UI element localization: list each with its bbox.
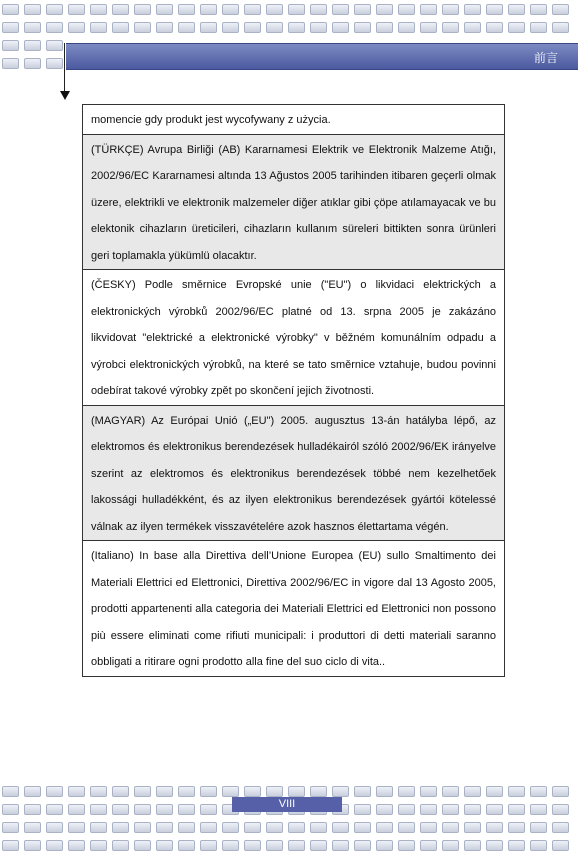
decorative-tile bbox=[376, 786, 393, 797]
decorative-tile bbox=[442, 786, 459, 797]
decorative-tile bbox=[552, 786, 569, 797]
decorative-tile bbox=[46, 840, 63, 851]
decorative-tile bbox=[90, 786, 107, 797]
table-row: (ČESKY) Podle směrnice Evropské unie ("EU") o likvidaci elektrických a elektronických výrobků 2002/96/EC platné od 13. srpna 2005 je zakázáno likvidovat "elektrické a elektronické výrobky" v běžném komunálním odpadu a výrobci elektronických výrobků, na které se tato směrnice vztahuje, budou povinni odebírat takové výrobky zpět po skončení jejich životnosti. bbox=[83, 269, 504, 405]
decorative-tile bbox=[68, 840, 85, 851]
decorative-tile bbox=[134, 840, 151, 851]
decorative-tile bbox=[288, 786, 305, 797]
decorative-tile bbox=[134, 22, 151, 33]
decorative-tile bbox=[420, 822, 437, 833]
decorative-tile bbox=[398, 786, 415, 797]
decorative-tile bbox=[310, 22, 327, 33]
decorative-tile bbox=[112, 804, 129, 815]
decorative-tile bbox=[530, 786, 547, 797]
decorative-tile bbox=[24, 40, 41, 51]
decorative-tile bbox=[156, 822, 173, 833]
decorative-tile bbox=[112, 4, 129, 15]
decorative-tile bbox=[398, 840, 415, 851]
decorative-tile bbox=[24, 822, 41, 833]
decorative-tile bbox=[398, 804, 415, 815]
decorative-tile bbox=[442, 22, 459, 33]
header-bar bbox=[66, 43, 578, 70]
decorative-tile bbox=[464, 22, 481, 33]
decorative-tile bbox=[552, 840, 569, 851]
decorative-tile bbox=[2, 58, 19, 69]
decorative-tile bbox=[134, 822, 151, 833]
decorative-tile bbox=[442, 840, 459, 851]
decorative-tile bbox=[552, 822, 569, 833]
table-row: (MAGYAR) Az Európai Unió („EU") 2005. augusztus 13-án hatályba lépő, az elektromos és elektronikus berendezések hulladékairól szóló 2002/96/EK irányelve szerint az elektromos és elektronikus berendezések többé nem kezelhetőek lakossági hulladékként, és az ilyen elektronikus berendezések gyártói kötelessé válnak az ilyen termékek visszavételére azok hasznos élettartama végén. bbox=[83, 405, 504, 541]
decorative-tile bbox=[376, 822, 393, 833]
decorative-tile bbox=[420, 22, 437, 33]
decorative-tile bbox=[156, 804, 173, 815]
decorative-tile bbox=[508, 22, 525, 33]
decorative-tile bbox=[244, 4, 261, 15]
decorative-tile bbox=[508, 804, 525, 815]
decorative-tile bbox=[156, 786, 173, 797]
decorative-tile bbox=[178, 4, 195, 15]
decorative-tile bbox=[354, 4, 371, 15]
decorative-tile bbox=[222, 4, 239, 15]
decorative-tile bbox=[200, 822, 217, 833]
decorative-tile bbox=[68, 804, 85, 815]
decorative-tile bbox=[200, 22, 217, 33]
decorative-tile bbox=[134, 804, 151, 815]
decorative-tile bbox=[398, 4, 415, 15]
decorative-tile bbox=[24, 786, 41, 797]
decorative-tile bbox=[442, 4, 459, 15]
page-number: VIII bbox=[232, 797, 342, 812]
decorative-tile bbox=[332, 822, 349, 833]
decorative-tile bbox=[552, 804, 569, 815]
decorative-tile bbox=[134, 4, 151, 15]
decorative-tile bbox=[178, 804, 195, 815]
decorative-tile bbox=[2, 786, 19, 797]
decorative-tile bbox=[486, 804, 503, 815]
decorative-tile bbox=[354, 22, 371, 33]
decorative-tile bbox=[112, 22, 129, 33]
decorative-tile bbox=[376, 22, 393, 33]
decorative-tile bbox=[530, 804, 547, 815]
decorative-tile bbox=[244, 822, 261, 833]
decorative-tile bbox=[46, 4, 63, 15]
decorative-tile bbox=[420, 4, 437, 15]
decorative-tile bbox=[310, 840, 327, 851]
decorative-tile bbox=[68, 786, 85, 797]
decorative-tile bbox=[178, 786, 195, 797]
decorative-tile bbox=[46, 40, 63, 51]
decorative-tile bbox=[156, 4, 173, 15]
decorative-tile bbox=[244, 840, 261, 851]
decorative-tile bbox=[464, 4, 481, 15]
decorative-tile bbox=[46, 804, 63, 815]
decorative-tile bbox=[46, 22, 63, 33]
decorative-tile bbox=[200, 786, 217, 797]
decorative-tile bbox=[178, 22, 195, 33]
decorative-tile bbox=[420, 804, 437, 815]
table-row: momencie gdy produkt jest wycofywany z użycia. bbox=[91, 114, 331, 126]
decorative-tile bbox=[376, 804, 393, 815]
disclaimer-table bbox=[82, 104, 505, 677]
decorative-tile bbox=[90, 4, 107, 15]
decorative-tile bbox=[46, 786, 63, 797]
decorative-tile bbox=[2, 822, 19, 833]
decorative-tile bbox=[376, 840, 393, 851]
decorative-tile bbox=[288, 840, 305, 851]
decorative-tile bbox=[112, 840, 129, 851]
guide-line bbox=[64, 43, 65, 93]
decorative-tile bbox=[200, 840, 217, 851]
decorative-tile bbox=[2, 840, 19, 851]
decorative-tile bbox=[134, 786, 151, 797]
decorative-tile bbox=[354, 822, 371, 833]
decorative-tile bbox=[442, 822, 459, 833]
decorative-tile bbox=[508, 840, 525, 851]
decorative-tile bbox=[244, 786, 261, 797]
decorative-tile bbox=[332, 22, 349, 33]
decorative-tile bbox=[486, 822, 503, 833]
decorative-tile bbox=[222, 822, 239, 833]
decorative-tile bbox=[332, 4, 349, 15]
decorative-tile bbox=[112, 822, 129, 833]
decorative-tile bbox=[90, 822, 107, 833]
decorative-tile bbox=[266, 4, 283, 15]
decorative-tile bbox=[2, 22, 19, 33]
decorative-tile bbox=[90, 22, 107, 33]
decorative-tile bbox=[354, 804, 371, 815]
decorative-tile bbox=[112, 786, 129, 797]
decorative-tile bbox=[90, 804, 107, 815]
decorative-tile bbox=[464, 840, 481, 851]
decorative-tile bbox=[222, 22, 239, 33]
decorative-tile bbox=[508, 786, 525, 797]
decorative-tile bbox=[24, 4, 41, 15]
decorative-tile bbox=[398, 22, 415, 33]
table-row: (TÜRKÇE) Avrupa Birliği (AB) Kararnamesi Elektrik ve Elektronik Malzeme Atığı, 2002/96/EC Kararnamesi altında 13 Ağustos 2005 tarihinden itibaren geçerli olmak üzere, elektrikli ve elektronik malzemeler diğer atıklar gibi çöpe atılamayacak ve bu elektonik cihazların üreticileri, cihazların kullanım süreleri bittikten sonra ürünleri geri toplamakla yükümlü olacaktır. bbox=[83, 134, 504, 270]
decorative-tile bbox=[68, 822, 85, 833]
decorative-tile bbox=[222, 786, 239, 797]
decorative-tile bbox=[178, 840, 195, 851]
page-title: 前言 bbox=[533, 51, 558, 65]
decorative-tile bbox=[90, 840, 107, 851]
footer-tile-pattern bbox=[2, 786, 569, 851]
table-row: (Italiano) In base alla Direttiva dell’Unione Europea (EU) sullo Smaltimento dei Materiali Elettrici ed Elettronici, Direttiva 2002/96/EC in vigore dal 13 Agosto 2005, prodotti appartenenti alla categoria dei Materiali Elettrici ed Elettronici non possono più essere eliminati come rifiuti municipali: i produttori di detti materiali saranno obbligati a ritirare ogni prodotto alla fine del suo ciclo di vita.. bbox=[83, 540, 504, 676]
decorative-tile bbox=[310, 4, 327, 15]
decorative-tile bbox=[68, 4, 85, 15]
decorative-tile bbox=[398, 822, 415, 833]
decorative-tile bbox=[464, 822, 481, 833]
decorative-tile bbox=[288, 22, 305, 33]
decorative-tile bbox=[2, 40, 19, 51]
decorative-tile bbox=[266, 822, 283, 833]
decorative-tile bbox=[266, 22, 283, 33]
decorative-tile bbox=[266, 786, 283, 797]
decorative-tile bbox=[24, 840, 41, 851]
decorative-tile bbox=[68, 22, 85, 33]
decorative-tile bbox=[24, 22, 41, 33]
decorative-tile bbox=[486, 22, 503, 33]
arrow-down-icon bbox=[60, 91, 70, 100]
decorative-tile bbox=[288, 4, 305, 15]
decorative-tile bbox=[2, 4, 19, 15]
decorative-tile bbox=[508, 4, 525, 15]
decorative-tile bbox=[156, 840, 173, 851]
decorative-tile bbox=[552, 4, 569, 15]
decorative-tile bbox=[486, 4, 503, 15]
decorative-tile bbox=[266, 840, 283, 851]
decorative-tile bbox=[178, 822, 195, 833]
decorative-tile bbox=[530, 22, 547, 33]
decorative-tile bbox=[2, 804, 19, 815]
decorative-tile bbox=[156, 22, 173, 33]
decorative-tile bbox=[376, 4, 393, 15]
decorative-tile bbox=[332, 786, 349, 797]
decorative-tile bbox=[442, 804, 459, 815]
decorative-tile bbox=[200, 4, 217, 15]
decorative-tile bbox=[464, 804, 481, 815]
decorative-tile bbox=[332, 840, 349, 851]
decorative-tile bbox=[420, 786, 437, 797]
decorative-tile bbox=[46, 822, 63, 833]
decorative-tile bbox=[530, 4, 547, 15]
decorative-tile bbox=[530, 840, 547, 851]
decorative-tile bbox=[244, 22, 261, 33]
decorative-tile bbox=[200, 804, 217, 815]
decorative-tile bbox=[530, 822, 547, 833]
decorative-tile bbox=[24, 58, 41, 69]
decorative-tile bbox=[354, 786, 371, 797]
decorative-tile bbox=[288, 822, 305, 833]
decorative-tile bbox=[46, 58, 63, 69]
decorative-tile bbox=[222, 840, 239, 851]
decorative-tile bbox=[508, 822, 525, 833]
decorative-tile bbox=[486, 786, 503, 797]
decorative-tile bbox=[310, 786, 327, 797]
decorative-tile bbox=[310, 822, 327, 833]
decorative-tile bbox=[464, 786, 481, 797]
decorative-tile bbox=[24, 804, 41, 815]
decorative-tile bbox=[354, 840, 371, 851]
decorative-tile bbox=[486, 840, 503, 851]
decorative-tile bbox=[552, 22, 569, 33]
decorative-tile bbox=[420, 840, 437, 851]
